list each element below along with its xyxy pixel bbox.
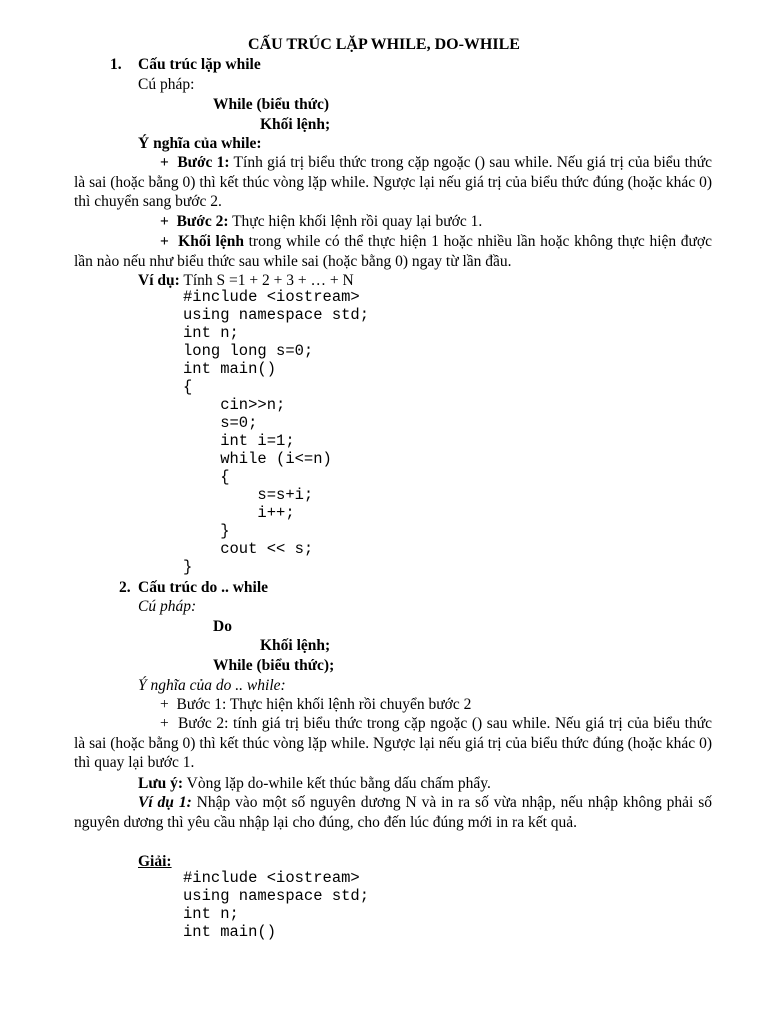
section1-step1 [74,153,712,212]
section1-heading: Cấu trúc lặp while [138,56,261,73]
code-line: int n; [183,324,239,342]
code-line: cin>>n; [183,396,286,414]
section2-note [138,774,491,793]
code-line: { [183,468,230,486]
bullet-marker: + [160,154,169,171]
section1-step3 [74,232,712,271]
step1-text: Tính giá trị biểu thức trong cặp ngoặc () sau while. Nếu giá trị của biểu thức là sai (hoặc bằng 0) thì kết thúc vòng lặp while. Ngược lại nếu giá trị của biểu thức đúng (hoặc khác 0) thì chuyển sang bước 2. [74,154,713,210]
section1-number: 1. [110,56,122,73]
code-line: s=s+i; [183,486,314,504]
step2-text: Bước 2: tính giá trị biểu thức trong cặp ngoặc () sau while. Nếu giá trị của biểu thức là sai (hoặc bằng 0) thì kết thúc vòng lặp while. Ngược lại nếu giá trị của biểu thức đúng (hoặc khác 0) thì quay lại bước 1. [74,715,712,771]
step1-text: Bước 1: Thực hiện khối lệnh rồi chuyển bước 2 [176,696,472,713]
section1-syntax-line1: While (biểu thức) [213,96,330,113]
code-line: using namespace std; [183,887,370,905]
section1-syntax-line2: Khối lệnh; [260,116,331,133]
section2-example [74,793,712,832]
step3-text: trong while có thể thực hiện 1 hoặc nhiều lần hoặc không thực hiện được lần nào nếu như biểu thức sau while sai (hoặc bằng 0) ngay từ lần đầu. [74,233,712,270]
code-block-1 [183,288,369,576]
code-line: int i=1; [183,432,295,450]
example-text: Tính S =1 + 2 + 3 + … + N [179,272,354,289]
bullet-marker: + [160,233,169,250]
section2-syntax-label: Cú pháp: [138,598,197,615]
section2-syntax-line1: Do [213,618,232,635]
section1-meaning-label: Ý nghĩa của while: [138,135,262,152]
section2-meaning-label: Ý nghĩa của do .. while: [138,677,286,694]
example-label: Ví dụ 1: [138,794,192,811]
code-line: cout << s; [183,540,314,558]
code-line: #include <iostream> [183,288,360,306]
bullet-marker: + [160,715,169,732]
step3-label: Khối lệnh [178,233,244,250]
code-line: { [183,378,193,396]
solution-label: Giải: [138,853,172,870]
code-block-2 [183,869,369,941]
note-text: Vòng lặp do-while kết thúc bằng dấu chấm phẩy. [183,775,491,792]
section1-syntax-label: Cú pháp: [138,76,195,93]
section2-number: 2. [119,579,131,596]
page-title: CẤU TRÚC LẶP WHILE, DO-WHILE [248,36,520,53]
step2-text: Thực hiện khối lệnh rồi quay lại bước 1. [228,213,483,230]
section2-syntax-line2: Khối lệnh; [260,637,331,654]
code-line: while (i<=n) [183,450,332,468]
code-line: i++; [183,504,295,522]
section1-step2 [160,212,482,231]
note-label: Lưu ý: [138,775,184,792]
section2-step2 [74,714,712,773]
code-line: long long s=0; [183,342,314,360]
code-line: int main() [183,923,277,941]
section2-syntax-line3: While (biểu thức); [213,657,335,674]
code-line: #include <iostream> [183,869,360,887]
code-line: int n; [183,905,239,923]
section2-step1 [160,695,471,714]
code-line: using namespace std; [183,306,370,324]
step2-label: Bước 2: [176,213,229,230]
code-line: s=0; [183,414,258,432]
section2-heading: Cấu trúc do .. while [138,579,269,596]
example-text: Nhập vào một số nguyên dương N và in ra số vừa nhập, nếu nhập không phải số nguyên dương thì yêu cầu nhập lại cho đúng, cho đến lúc đúng mới in ra kết quả. [74,794,712,831]
example-label: Ví dụ: [138,272,180,289]
code-line: } [183,558,193,576]
code-line: } [183,522,230,540]
step1-label: Bước 1: [177,154,230,171]
code-line: int main() [183,360,277,378]
bullet-marker: + [160,696,169,713]
bullet-marker: + [160,213,169,230]
